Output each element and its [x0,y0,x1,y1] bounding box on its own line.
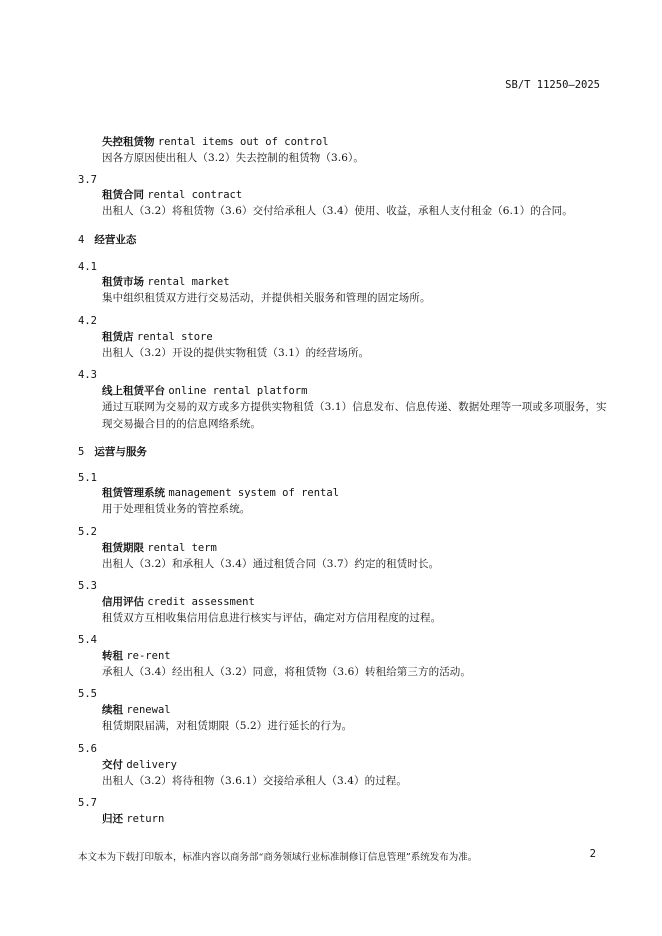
term-zh: 租赁管理系统 [102,487,165,499]
term-title [102,811,622,827]
term-definition: 用于处理租赁业务的管控系统。 [102,503,251,515]
entry-number: 5.5 [78,688,97,700]
term-title [102,702,622,718]
entry-number: 5.6 [78,743,97,755]
term-entry [102,274,622,307]
term-title [102,540,622,556]
term-en: rental items out of control [157,136,329,148]
term-en: delivery [126,759,177,771]
term-entry [102,594,622,627]
term-en: rental store [136,331,213,343]
term-en: rental market [147,276,230,288]
term-title [102,187,622,203]
document-code: SB/T 11250—2025 [505,79,600,91]
term-zh: 租赁合同 [102,189,144,201]
entry-number: 4.3 [78,369,97,381]
term-title [102,648,622,664]
term-entry [102,383,622,433]
term-zh: 失控租赁物 [102,136,155,148]
section-heading [78,444,147,459]
entry-number: 5.1 [78,472,97,484]
term-en: rental term [147,542,217,554]
term-title [102,485,622,501]
term-en: credit assessment [147,596,255,608]
section-number: 4 [78,234,85,246]
term-zh: 归还 [102,813,123,825]
entry-number: 4.2 [78,315,97,327]
term-title [102,757,622,773]
term-definition: 集中组织租赁双方进行交易活动，并提供相关服务和管理的固定场所。 [102,292,431,304]
term-entry [102,134,622,167]
term-zh: 信用评估 [102,596,144,608]
term-definition: 租赁期限届满，对租赁期限（5.2）进行延长的行为。 [102,720,353,732]
term-definition: 承租人（3.4）经出租人（3.2）同意，将租赁物（3.6）转租给第三方的活动。 [102,666,471,678]
term-title [102,329,622,345]
term-en: rental contract [147,189,243,201]
term-definition: 出租人（3.2）将租赁物（3.6）交付给承租人（3.4）使用、收益，承租人支付租金（6.1）的合同。 [102,205,573,217]
term-en: re-rent [126,650,171,662]
term-en: return [126,813,165,825]
term-entry [102,811,622,827]
term-zh: 租赁市场 [102,276,144,288]
footer-note: 本文本为下载打印版本，标准内容以商务部“商务领域行业标准制修订信息管理”系统发布为准。 [78,852,478,863]
term-zh: 线上租赁平台 [102,385,165,397]
term-title [102,134,622,150]
term-en: renewal [126,704,171,716]
term-title [102,383,622,399]
section-title: 运营与服务 [94,446,147,458]
term-zh: 续租 [102,704,123,716]
term-entry [102,702,622,735]
term-definition: 出租人（3.2）开设的提供实物租赁（3.1）的经营场所。 [102,347,370,359]
term-title [102,274,622,290]
entry-number: 3.7 [78,174,97,186]
term-definition: 因各方原因使出租人（3.2）失去控制的租赁物（3.6）。 [102,152,364,164]
term-definition: 出租人（3.2）将待租物（3.6.1）交接给承租人（3.4）的过程。 [102,775,408,787]
term-definition: 通过互联网为交易的双方或多方提供实物租赁（3.1）信息发布、信息传递、数据处理等一项或多项服务，实现交易撮合目的的信息网络系统。 [102,401,607,430]
term-en: online rental platform [168,385,308,397]
entry-number: 5.2 [78,526,97,538]
term-title [102,594,622,610]
section-number: 5 [78,446,85,458]
term-entry [102,540,622,573]
term-entry [102,485,622,518]
term-definition: 租赁双方互相收集信用信息进行核实与评估，确定对方信用程度的过程。 [102,612,442,624]
entry-number: 5.7 [78,797,97,809]
term-entry [102,187,622,220]
term-zh: 转租 [102,650,123,662]
section-heading [78,232,136,247]
entry-number: 5.3 [78,580,97,592]
section-title: 经营业态 [94,234,137,246]
term-en: management system of rental [168,487,340,499]
term-definition: 出租人（3.2）和承租人（3.4）通过租赁合同（3.7）约定的租赁时长。 [102,558,440,570]
term-entry [102,757,622,790]
term-zh: 交付 [102,759,123,771]
term-entry [102,648,622,681]
page-number: 2 [589,848,596,860]
term-zh: 租赁期限 [102,542,144,554]
term-zh: 租赁店 [102,331,134,343]
entry-number: 4.1 [78,261,97,273]
entry-number: 5.4 [78,634,97,646]
term-entry [102,329,622,362]
